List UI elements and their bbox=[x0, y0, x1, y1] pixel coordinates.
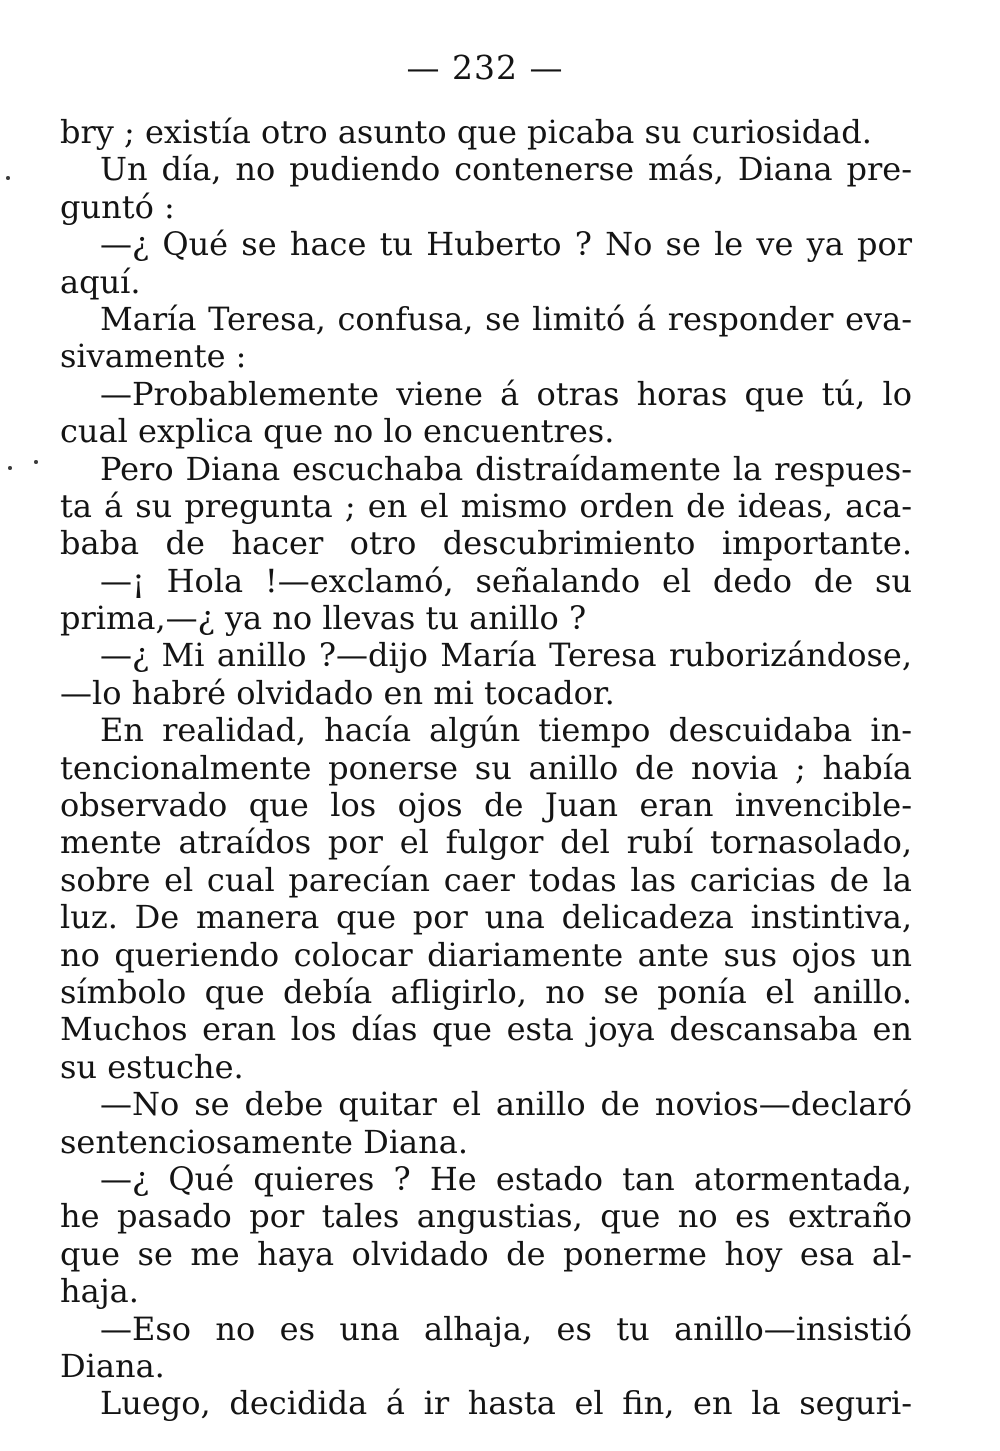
text-line: baba de hacer otro descubrimiento importante. bbox=[60, 524, 912, 563]
text-line: he pasado por tales angustias, que no es extraño bbox=[60, 1197, 912, 1236]
print-speck bbox=[34, 460, 38, 464]
text-line: aquí. bbox=[60, 262, 141, 301]
text-line: sentenciosamente Diana. bbox=[60, 1122, 468, 1161]
text-line: Muchos eran los días que esta joya descansaba en bbox=[60, 1010, 912, 1049]
print-speck bbox=[6, 176, 10, 180]
text-line: sobre el cual parecían caer todas las caricias de la bbox=[60, 860, 912, 899]
text-line: haja. bbox=[60, 1272, 139, 1311]
page-number: — 232 — bbox=[406, 48, 564, 87]
text-line: bry ; existía otro asunto que picaba su curiosidad. bbox=[60, 113, 872, 151]
text-line: Diana. bbox=[60, 1346, 165, 1385]
text-line: observado que los ojos de Juan eran invencible- bbox=[60, 786, 912, 825]
print-speck bbox=[8, 466, 12, 470]
text-line: Luego, decidida á ir hasta el fin, en la seguri- bbox=[100, 1384, 912, 1423]
text-line: tencionalmente ponerse su anillo de novia ; había bbox=[60, 748, 912, 787]
text-line: prima,—¿ ya no llevas tu anillo ? bbox=[60, 599, 587, 638]
text-line: —¿ Mi anillo ?—dijo María Teresa ruborizándose, bbox=[100, 636, 912, 675]
text-line: —¡ Hola !—exclamó, señalando el dedo de su bbox=[100, 561, 912, 600]
text-line: sivamente : bbox=[60, 337, 247, 376]
text-line: que se me haya olvidado de ponerme hoy esa al- bbox=[60, 1234, 912, 1273]
body-text bbox=[60, 114, 912, 1423]
text-line: no queriendo colocar diariamente ante sus ojos un bbox=[60, 935, 912, 974]
text-line: —¿ Qué se hace tu Huberto ? No se le ve ya por bbox=[100, 225, 912, 264]
text-line: ta á su pregunta ; en el mismo orden de ideas, aca- bbox=[60, 486, 912, 525]
text-line: En realidad, hacía algún tiempo descuidaba in- bbox=[100, 711, 912, 750]
text-line: —¿ Qué quieres ? He estado tan atormentada, bbox=[100, 1159, 912, 1198]
text-line: Un día, no pudiendo contenerse más, Diana pre- bbox=[100, 150, 912, 189]
text-line: María Teresa, confusa, se limitó á responder eva- bbox=[100, 299, 912, 338]
text-line: símbolo que debía afligirlo, no se ponía el anillo. bbox=[60, 972, 912, 1011]
text-line: —No se debe quitar el anillo de novios—declaró bbox=[100, 1085, 912, 1124]
text-line: —Eso no es una alhaja, es tu anillo—insistió bbox=[100, 1309, 912, 1348]
text-line: —Probablemente viene á otras horas que tú, lo bbox=[100, 374, 912, 413]
text-line: luz. De manera que por una delicadeza instintiva, bbox=[60, 898, 912, 937]
text-line: Pero Diana escuchaba distraídamente la respues- bbox=[100, 449, 912, 488]
text-line: guntó : bbox=[60, 187, 175, 226]
text-line: mente atraídos por el fulgor del rubí tornasolado, bbox=[60, 823, 912, 862]
text-line: —lo habré olvidado en mi tocador. bbox=[60, 673, 615, 712]
text-line: su estuche. bbox=[60, 1047, 244, 1086]
text-line: cual explica que no lo encuentres. bbox=[60, 412, 615, 451]
